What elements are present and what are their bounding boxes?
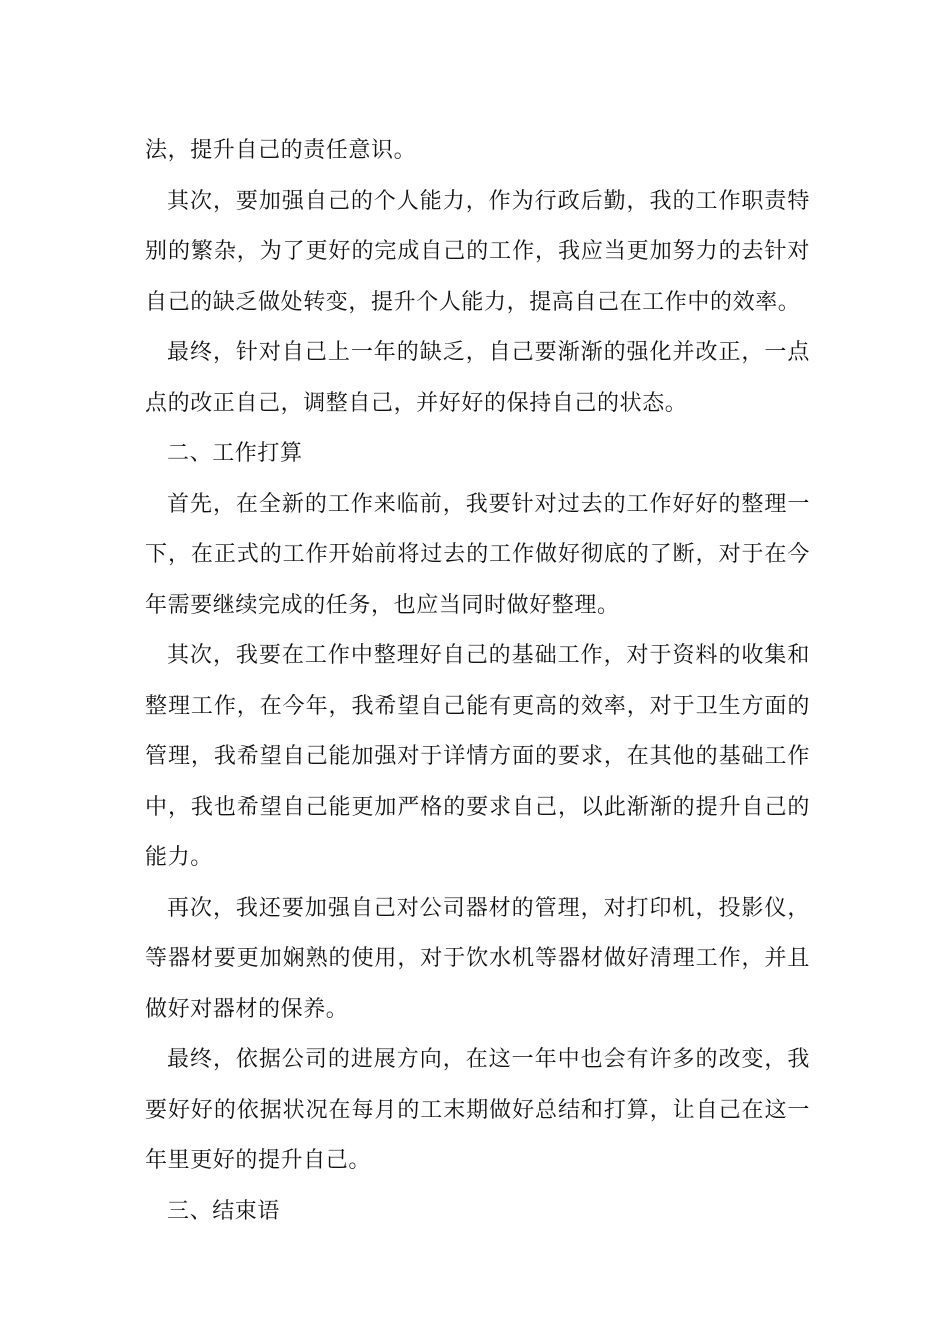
paragraph-improve-shortcomings: 最终，针对自己上一年的缺乏，自己要渐渐的强化并改正，一点点的改正自己，调整自己，并好好的保持自己的状态。 (145, 340, 810, 416)
paragraph-personal-ability: 其次，要加强自己的个人能力，作为行政后勤，我的工作职责特别的繁杂，为了更好的完成自己的工作，我应当更加努力的去针对自己的缺乏做处转变，提升个人能力，提高自己在工作中的效率。 (145, 188, 810, 315)
paragraph-equipment-management: 再次，我还要加强自己对公司器材的管理，对打印机，投影仪，等器材要更加娴熟的使用，对于饮水机等器材做好清理工作，并且做好对器材的保养。 (145, 895, 810, 1022)
paragraph-basic-work: 其次，我要在工作中整理好自己的基础工作，对于资料的收集和整理工作，在今年，我希望自己能有更高的效率，对于卫生方面的管理，我希望自己能加强对于详情方面的要求，在其他的基础工作中，我也希望自己能更加严格的要求自己，以此渐渐的提升自己的能力。 (145, 643, 810, 870)
section-heading-work-plan: 二、工作打算 (167, 441, 303, 466)
section-heading-conclusion: 三、结束语 (167, 1198, 281, 1224)
paragraph-responsibility-end: 法，提升自己的责任意识。 (145, 138, 417, 163)
paragraph-organize-past-work: 首先，在全新的工作来临前，我要针对过去的工作好好的整理一下，在正式的工作开始前将过去的工作做好彻底的了断，对于在今年需要继续完成的任务，也应当同时做好整理。 (145, 491, 810, 618)
paragraph-company-direction: 最终，依据公司的进展方向，在这一年中也会有许多的改变，我要好好的依据状况在每月的工末期做好总结和打算，让自己在这一年里更好的提升自己。 (145, 1047, 810, 1173)
document-body (145, 126, 810, 1237)
